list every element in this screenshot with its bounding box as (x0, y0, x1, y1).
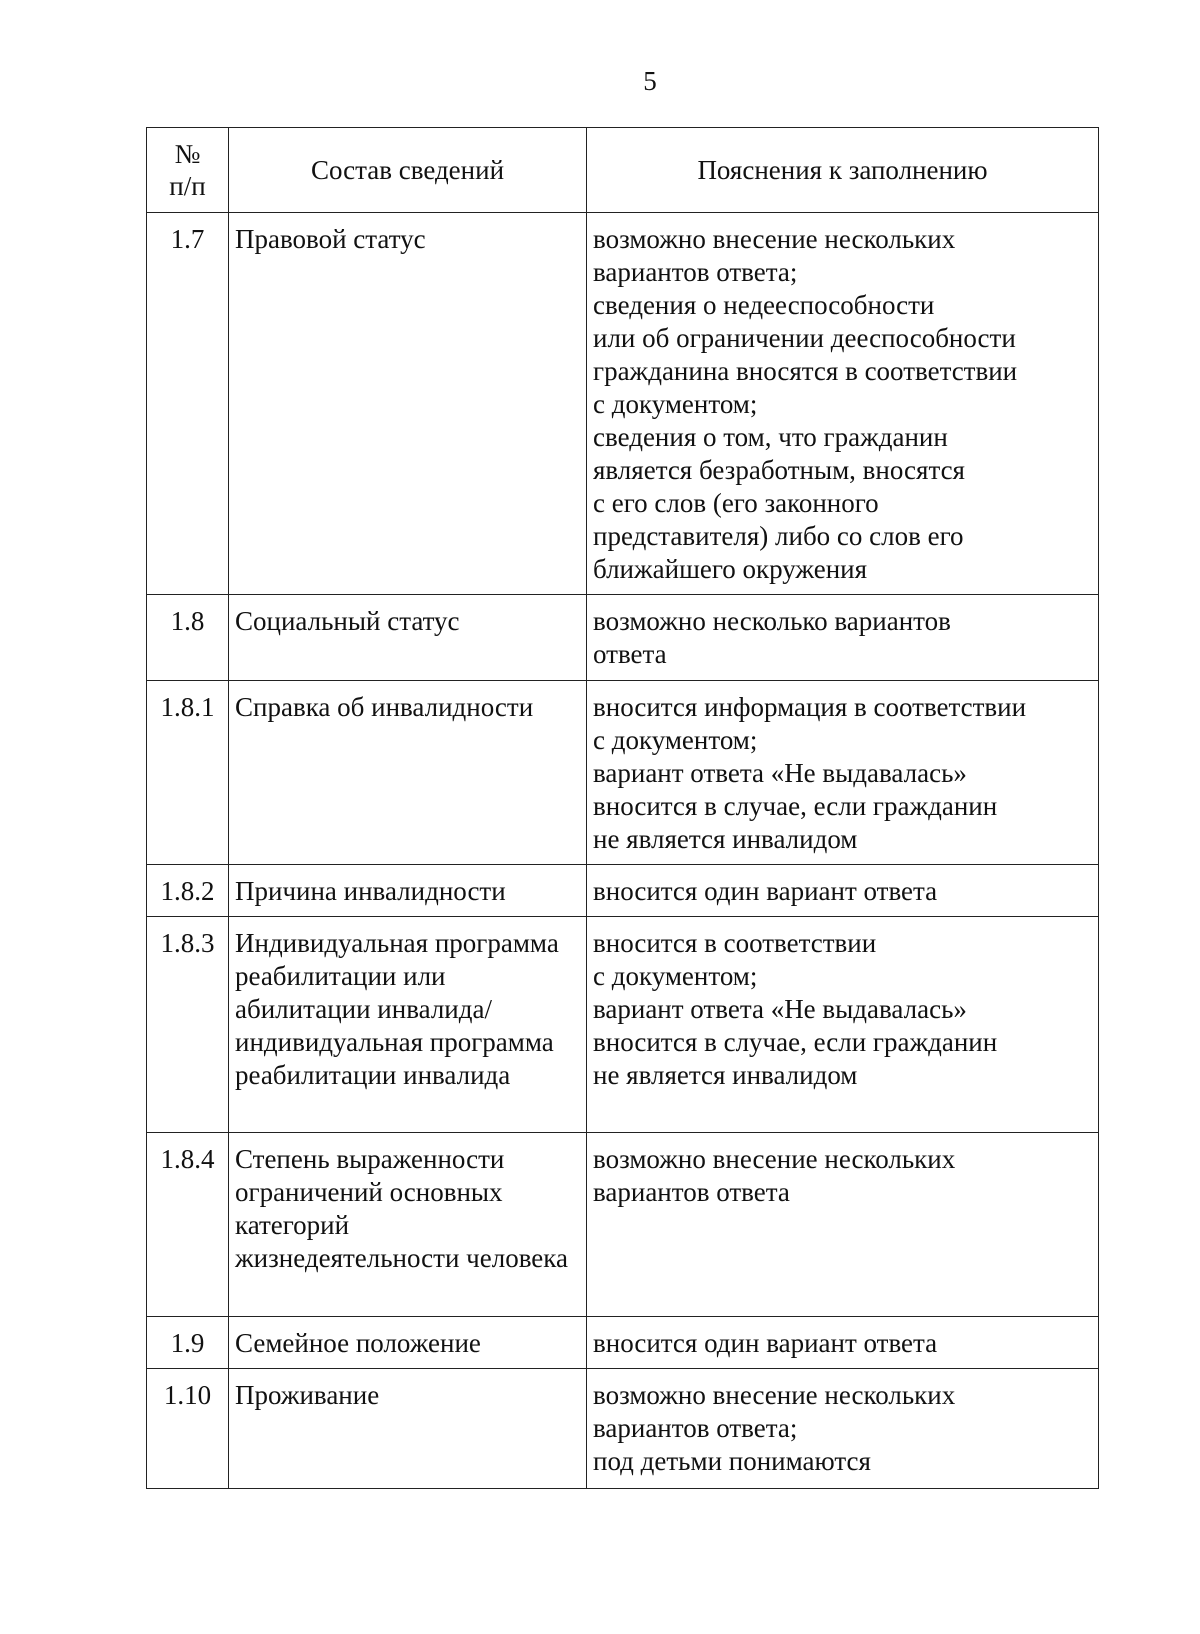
row-num: 1.7 (147, 213, 229, 595)
table-row (147, 595, 1099, 681)
table-row (147, 213, 1099, 595)
header-name: Состав сведений (229, 128, 587, 213)
table-row (147, 1317, 1099, 1369)
header-num: № п/п (147, 128, 229, 213)
row-name: Проживание (229, 1369, 587, 1489)
row-num: 1.8.4 (147, 1133, 229, 1317)
row-note: возможно несколько вариантов ответа (587, 595, 1099, 681)
table-row (147, 681, 1099, 865)
row-name: Степень выраженности ограничений основных категорий жизнедеятельности человека (229, 1133, 587, 1317)
row-note: вносится один вариант ответа (587, 1317, 1099, 1369)
row-num: 1.8.3 (147, 917, 229, 1133)
row-name: Правовой статус (229, 213, 587, 595)
row-num: 1.9 (147, 1317, 229, 1369)
row-num: 1.10 (147, 1369, 229, 1489)
table-row (147, 917, 1099, 1133)
table-row (147, 1133, 1099, 1317)
row-num: 1.8.1 (147, 681, 229, 865)
row-name: Справка об инвалидности (229, 681, 587, 865)
page-number: 5 (643, 66, 657, 96)
row-num: 1.8 (147, 595, 229, 681)
row-note: вносится информация в соответствии с документом; вариант ответа «Не выдавалась» вносится в случае, если гражданин не является инвалидом (587, 681, 1099, 865)
table-row (147, 1369, 1099, 1489)
header-note: Пояснения к заполнению (587, 128, 1099, 213)
table-row (147, 865, 1099, 917)
row-name: Причина инвалидности (229, 865, 587, 917)
row-note: вносится один вариант ответа (587, 865, 1099, 917)
row-note: возможно внесение нескольких вариантов ответа; под детьми понимаются (587, 1369, 1099, 1489)
row-note: вносится в соответствии с документом; вариант ответа «Не выдавалась» вносится в случае, если гражданин не является инвалидом (587, 917, 1099, 1133)
row-name: Семейное положение (229, 1317, 587, 1369)
row-name: Социальный статус (229, 595, 587, 681)
row-name: Индивидуальная программа реабилитации или абилитации инвалида/индивидуальная программа реабилитации инвалида (229, 917, 587, 1133)
row-note: возможно внесение нескольких вариантов ответа; сведения о недееспособности или об ограничении дееспособности гражданина вносятся в соответствии с документом; сведения о том, что гражданин является безработным, вносятся с его слов (его законного представителя) либо со слов его ближайшего окружения (587, 213, 1099, 595)
info-table (146, 127, 1099, 1489)
row-note: возможно внесение нескольких вариантов ответа (587, 1133, 1099, 1317)
row-num: 1.8.2 (147, 865, 229, 917)
table-header-row (147, 128, 1099, 213)
